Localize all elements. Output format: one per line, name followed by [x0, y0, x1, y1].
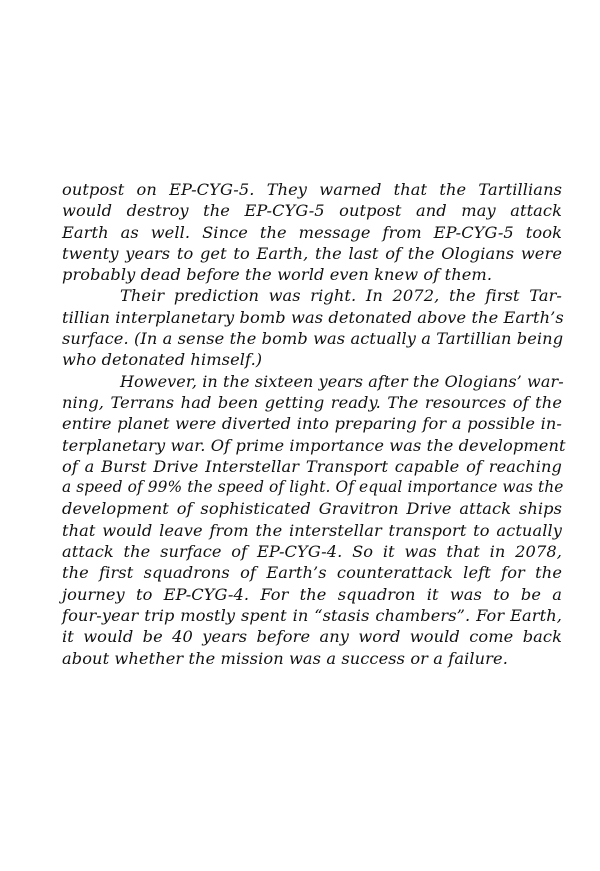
text-line: Their prediction was right. In 2072, the first Tar- — [120, 286, 562, 306]
text-line: surface. (In a sense the bomb was actually a Tartillian being — [62, 329, 564, 349]
text-line: probably dead before the world even knew of them. — [62, 265, 493, 285]
text-line: about whether the mission was a success or a failure. — [62, 648, 508, 668]
body-text — [62, 179, 566, 669]
text-line: tillian interplanetary bomb was detonated above the Earth’s — [62, 307, 564, 327]
text-line: twenty years to get to Earth, the last of the Ologians were — [62, 243, 562, 263]
text-line: a speed of 99% the speed of light. Of equal importance was the — [62, 478, 564, 497]
text-line: attack the surface of EP-CYG-4. So it was that in 2078, — [62, 542, 562, 562]
text-line: ning, Terrans had been getting ready. The resources of the — [62, 392, 562, 412]
text-line: terplanetary war. Of prime importance was the development — [62, 435, 566, 455]
text-line: who detonated himself.) — [62, 350, 263, 370]
text-line: outpost on EP-CYG-5. They warned that the Tartillians — [62, 180, 562, 199]
text-line: journey to EP-CYG-4. For the squadron it was to be a — [62, 584, 562, 604]
text-line: development of sophisticated Gravitron Drive attack ships — [62, 499, 562, 519]
text-line: would destroy the EP-CYG-5 outpost and may attack — [62, 201, 562, 221]
text-line: Earth as well. Since the message from EP-CYG-5 took — [62, 222, 562, 242]
text-line: the first squadrons of Earth’s counterattack left for the — [62, 563, 562, 583]
text-line: it would be 40 years before any word would come back — [62, 627, 562, 647]
text-line: that would leave from the interstellar transport to actually — [62, 520, 562, 540]
text-line: of a Burst Drive Interstellar Transport capable of reaching — [62, 456, 562, 476]
text-line: four-year trip mostly spent in “stasis chambers”. For Earth, — [62, 605, 562, 625]
text-line: entire planet were diverted into preparing for a possible in- — [62, 414, 562, 434]
text-line: However, in the sixteen years after the Ologians’ war- — [120, 371, 564, 391]
